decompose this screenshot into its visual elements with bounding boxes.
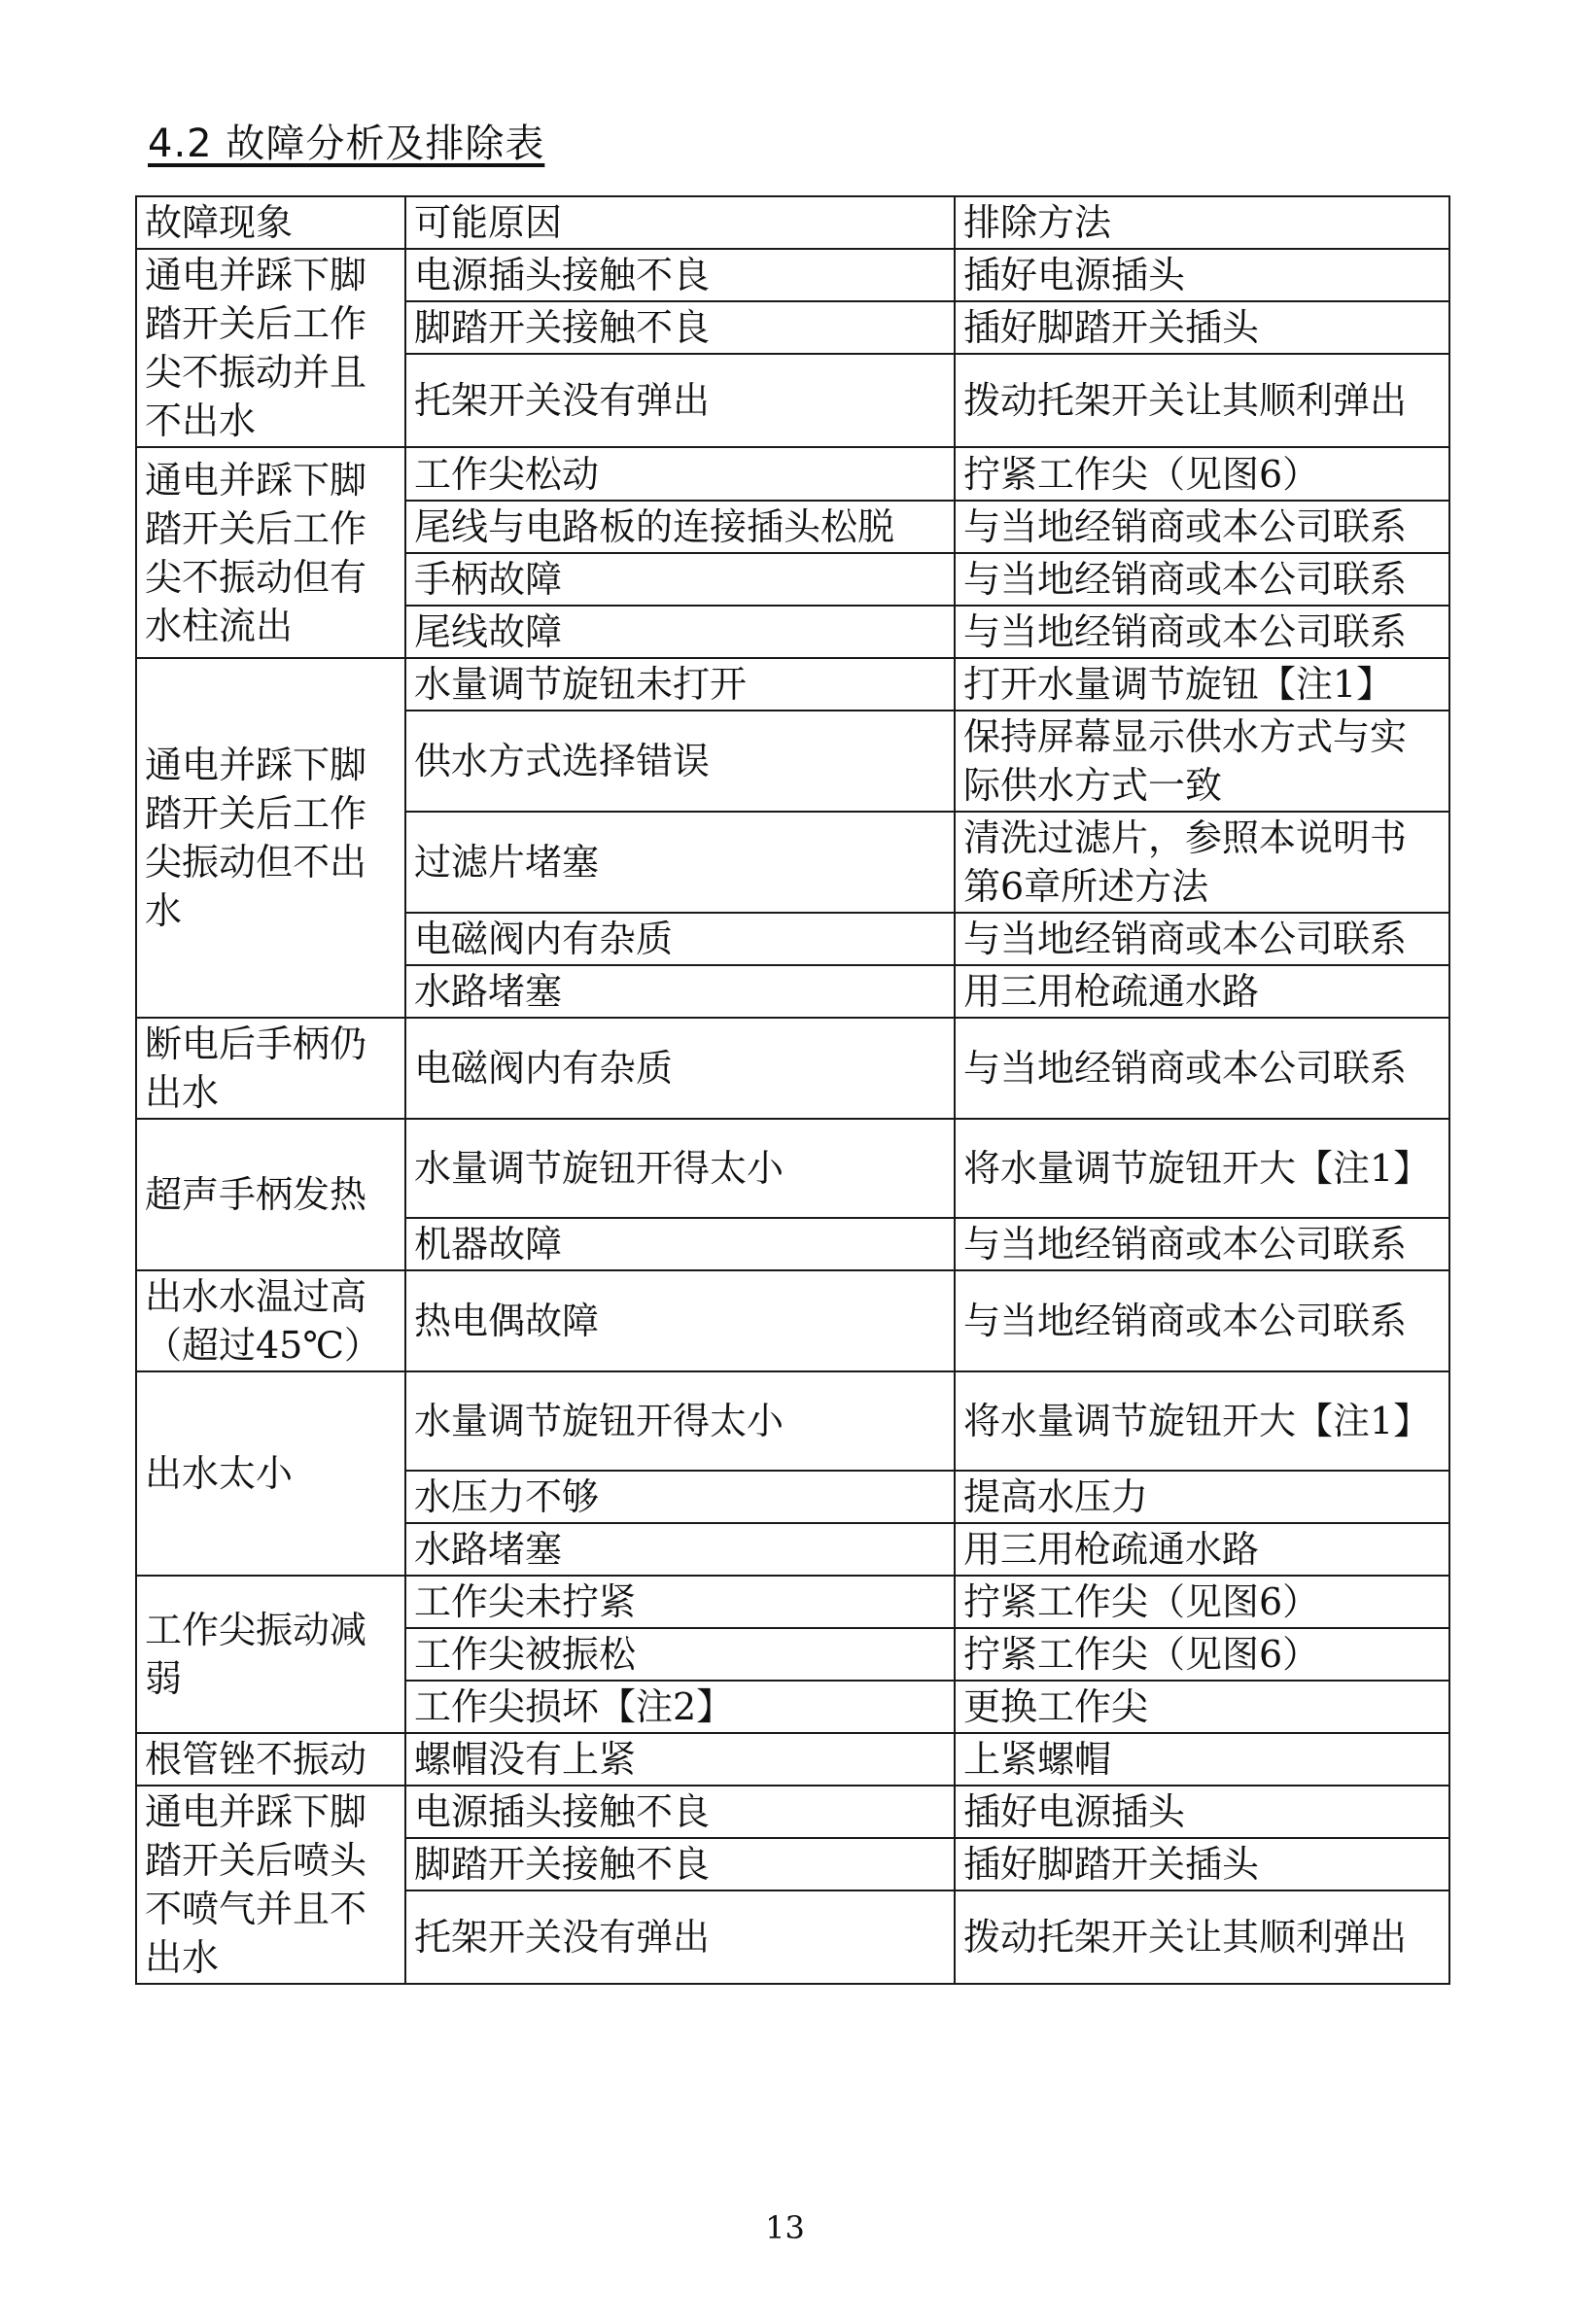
fix-cell: 清洗过滤片，参照本说明书第6章所述方法 (955, 812, 1449, 913)
page-number: 13 (765, 2209, 805, 2246)
table-row (136, 1576, 1449, 1628)
fix-cell: 插好电源插头 (955, 249, 1449, 301)
cause-cell: 工作尖损坏【注2】 (405, 1681, 955, 1733)
table-row (136, 1786, 1449, 1838)
table-header-row (136, 196, 1449, 249)
fix-cell: 提高水压力 (955, 1471, 1449, 1523)
symptom-cell: 根管锉不振动 (136, 1733, 405, 1786)
header-symptom: 故障现象 (136, 196, 405, 249)
symptom-cell: 出水水温过高（超过45℃） (136, 1270, 405, 1371)
fix-cell: 插好脚踏开关插头 (955, 1838, 1449, 1890)
fix-cell: 与当地经销商或本公司联系 (955, 553, 1449, 606)
cause-cell: 工作尖被振松 (405, 1628, 955, 1681)
cause-cell: 供水方式选择错误 (405, 711, 955, 812)
fix-cell: 更换工作尖 (955, 1681, 1449, 1733)
symptom-cell: 工作尖振动减弱 (136, 1576, 405, 1733)
cause-cell: 电源插头接触不良 (405, 1786, 955, 1838)
header-cause: 可能原因 (405, 196, 955, 249)
fix-cell: 拨动托架开关让其顺利弹出 (955, 1890, 1449, 1984)
table-body (136, 249, 1449, 1984)
section-title: 4.2 故障分析及排除表 (148, 121, 545, 166)
table-row (136, 1018, 1449, 1119)
fix-cell: 拧紧工作尖（见图6） (955, 1576, 1449, 1628)
fix-cell: 与当地经销商或本公司联系 (955, 1218, 1449, 1270)
table-row (136, 1119, 1449, 1218)
table-row (136, 249, 1449, 301)
cause-cell: 尾线故障 (405, 606, 955, 658)
cause-cell: 脚踏开关接触不良 (405, 1838, 955, 1890)
cause-cell: 水路堵塞 (405, 1523, 955, 1576)
fix-cell: 将水量调节旋钮开大【注1】 (955, 1119, 1449, 1218)
cause-cell: 过滤片堵塞 (405, 812, 955, 913)
cause-cell: 热电偶故障 (405, 1270, 955, 1371)
cause-cell: 电源插头接触不良 (405, 249, 955, 301)
symptom-cell: 通电并踩下脚踏开关后工作尖不振动但有水柱流出 (136, 447, 405, 658)
cause-cell: 水量调节旋钮开得太小 (405, 1119, 955, 1218)
fix-cell: 拧紧工作尖（见图6） (955, 447, 1449, 501)
fix-cell: 上紧螺帽 (955, 1733, 1449, 1786)
cause-cell: 脚踏开关接触不良 (405, 301, 955, 354)
table-row (136, 658, 1449, 711)
table-row (136, 1371, 1449, 1471)
symptom-cell: 出水太小 (136, 1371, 405, 1576)
fix-cell: 插好电源插头 (955, 1786, 1449, 1838)
symptom-cell: 通电并踩下脚踏开关后工作尖不振动并且不出水 (136, 249, 405, 447)
troubleshooting-table (135, 195, 1450, 1985)
fix-cell: 与当地经销商或本公司联系 (955, 606, 1449, 658)
symptom-cell: 断电后手柄仍出水 (136, 1018, 405, 1119)
fix-cell: 与当地经销商或本公司联系 (955, 1270, 1449, 1371)
symptom-cell: 超声手柄发热 (136, 1119, 405, 1270)
cause-cell: 水压力不够 (405, 1471, 955, 1523)
cause-cell: 水路堵塞 (405, 965, 955, 1018)
fix-cell: 拧紧工作尖（见图6） (955, 1628, 1449, 1681)
fix-cell: 拨动托架开关让其顺利弹出 (955, 354, 1449, 447)
cause-cell: 尾线与电路板的连接插头松脱 (405, 501, 955, 553)
cause-cell: 工作尖未拧紧 (405, 1576, 955, 1628)
fix-cell: 插好脚踏开关插头 (955, 301, 1449, 354)
symptom-cell: 通电并踩下脚踏开关后工作尖振动但不出水 (136, 658, 405, 1018)
cause-cell: 水量调节旋钮开得太小 (405, 1371, 955, 1471)
fix-cell: 用三用枪疏通水路 (955, 1523, 1449, 1576)
symptom-cell: 通电并踩下脚踏开关后喷头不喷气并且不出水 (136, 1786, 405, 1984)
fix-cell: 与当地经销商或本公司联系 (955, 1018, 1449, 1119)
fix-cell: 保持屏幕显示供水方式与实际供水方式一致 (955, 711, 1449, 812)
cause-cell: 手柄故障 (405, 553, 955, 606)
table-row (136, 447, 1449, 501)
cause-cell: 电磁阀内有杂质 (405, 913, 955, 965)
table-row (136, 1270, 1449, 1371)
table-row (136, 1733, 1449, 1786)
fix-cell: 将水量调节旋钮开大【注1】 (955, 1371, 1449, 1471)
cause-cell: 机器故障 (405, 1218, 955, 1270)
fix-cell: 与当地经销商或本公司联系 (955, 501, 1449, 553)
fix-cell: 用三用枪疏通水路 (955, 965, 1449, 1018)
cause-cell: 电磁阀内有杂质 (405, 1018, 955, 1119)
cause-cell: 水量调节旋钮未打开 (405, 658, 955, 711)
cause-cell: 螺帽没有上紧 (405, 1733, 955, 1786)
fix-cell: 与当地经销商或本公司联系 (955, 913, 1449, 965)
cause-cell: 工作尖松动 (405, 447, 955, 501)
header-fix: 排除方法 (955, 196, 1449, 249)
cause-cell: 托架开关没有弹出 (405, 1890, 955, 1984)
cause-cell: 托架开关没有弹出 (405, 354, 955, 447)
fix-cell: 打开水量调节旋钮【注1】 (955, 658, 1449, 711)
